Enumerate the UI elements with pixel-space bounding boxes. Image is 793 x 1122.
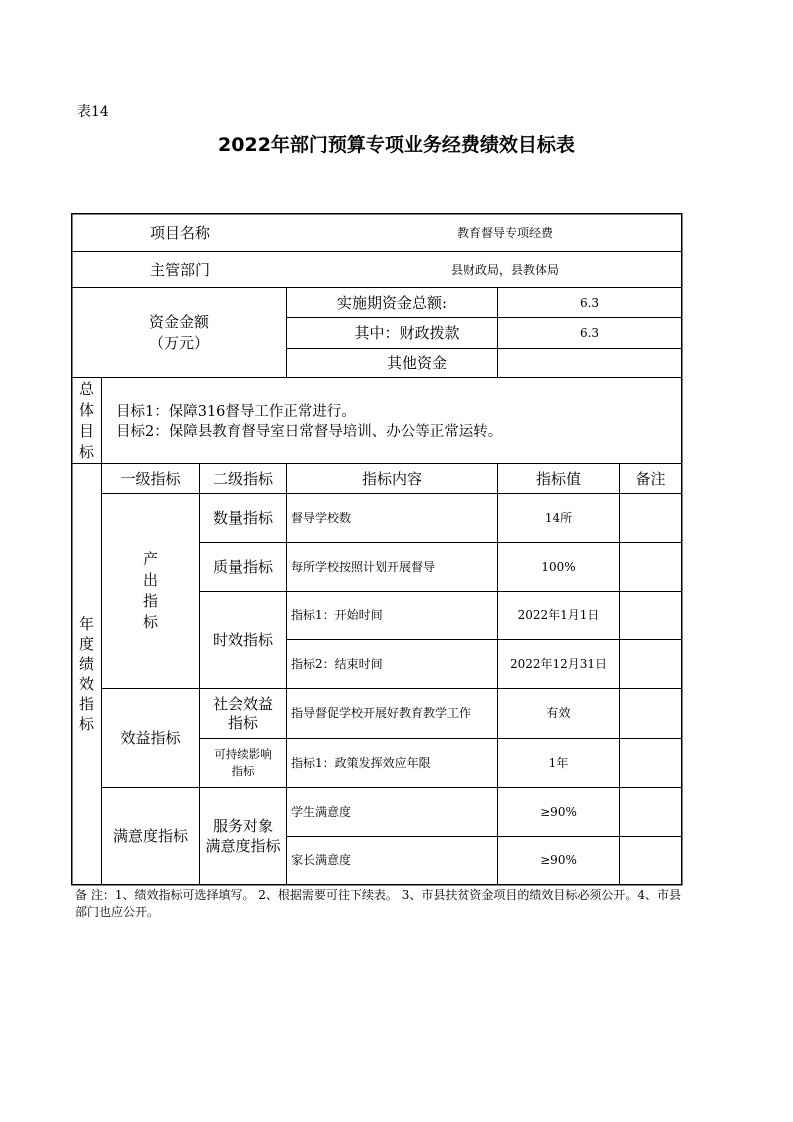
sustain-impact-remark (620, 739, 681, 787)
footnote: 备 注：1、绩效指标可选择填写。 2、根据需要可往下续表。 3、市县扶贫资金项目的绩效目标必须公开。4、市县部门也应公开。 (75, 888, 681, 919)
dept-label: 主管部门 (149, 260, 210, 279)
header-level2: 二级指标 (212, 469, 273, 488)
goal-2: 目标2：保障县教育督导室日常督导培训、办公等正常运转。 (116, 424, 503, 440)
timeliness-end-value: 2022年12月31日 (509, 656, 608, 671)
overall-goals (116, 402, 502, 442)
student-satisfaction-remark (620, 788, 681, 836)
timeliness-start-content: 指标1：开始时间 (291, 608, 383, 623)
quality-value: 100% (541, 559, 576, 574)
funds-fiscal-value: 6.3 (579, 326, 600, 341)
quantity-value: 14所 (544, 510, 573, 525)
sustain-impact-content: 指标1：政策发挥效应年限 (291, 755, 431, 770)
parent-satisfaction-content: 家长满意度 (291, 853, 352, 868)
funds-fiscal-label: 其中：财政拨款 (354, 324, 460, 343)
social-benefit-value: 有效 (546, 706, 571, 721)
quantity-content: 督导学校数 (291, 510, 352, 525)
quality-remark (620, 543, 681, 591)
funds-label: 资金金额 (148, 313, 209, 332)
student-satisfaction-content: 学生满意度 (291, 804, 352, 819)
project-name-value: 教育督导专项经费 (456, 225, 553, 240)
social-benefit-content: 指导督促学校开展好教育教学工作 (291, 706, 472, 721)
parent-satisfaction-value: ≥90% (540, 853, 577, 868)
table-number: 表14 (77, 104, 109, 120)
goal-1: 目标1：保障316督导工作正常进行。 (116, 404, 356, 420)
timeliness-start-remark (620, 592, 681, 639)
funds-unit: （万元） (148, 333, 209, 352)
social-benefit-remark (620, 689, 681, 738)
timeliness-start-value: 2022年1月1日 (517, 608, 600, 623)
social-benefit-label: 社会效益 指标 (212, 694, 273, 732)
student-satisfaction-value: ≥90% (540, 804, 577, 819)
funds-other-label: 其他资金 (386, 353, 447, 372)
sustain-impact-label: 可持续影响 指标 (214, 747, 272, 778)
timeliness-end-content: 指标2：结束时间 (291, 656, 383, 671)
satisfaction-indicator-label: 满意度指标 (112, 826, 188, 845)
quantity-indicator-label: 数量指标 (212, 508, 273, 527)
service-satisfaction-label: 服务对象 满意度指标 (205, 817, 281, 855)
parent-satisfaction-remark (620, 837, 681, 884)
quantity-remark (620, 494, 681, 542)
annual-indicator-label: 年 度 绩 效 指 标 (78, 615, 94, 733)
output-indicator-label: 产 出 指 标 (142, 550, 158, 631)
sustain-impact-value: 1年 (548, 755, 569, 770)
funds-total-label: 实施期资金总额: (336, 293, 448, 312)
header-value: 指标值 (535, 469, 581, 488)
funds-total-value: 6.3 (579, 295, 600, 310)
header-content: 指标内容 (361, 469, 422, 488)
funds-other-value (498, 349, 681, 377)
timeliness-indicator-label: 时效指标 (212, 630, 273, 649)
project-name-label: 项目名称 (149, 223, 210, 242)
timeliness-end-remark (620, 640, 681, 688)
benefit-indicator-label: 效益指标 (120, 728, 181, 747)
quality-content: 每所学校按照计划开展督导 (291, 559, 436, 574)
header-remark: 备注 (635, 469, 666, 488)
header-level1: 一级指标 (120, 469, 181, 488)
overall-goal-label: 总 体 目 标 (78, 379, 94, 461)
page-title: 2022年部门预算专项业务经费绩效目标表 (218, 134, 575, 156)
dept-value: 县财政局，县教体局 (450, 262, 559, 277)
funds-label-block (72, 288, 286, 377)
quality-indicator-label: 质量指标 (212, 557, 273, 576)
